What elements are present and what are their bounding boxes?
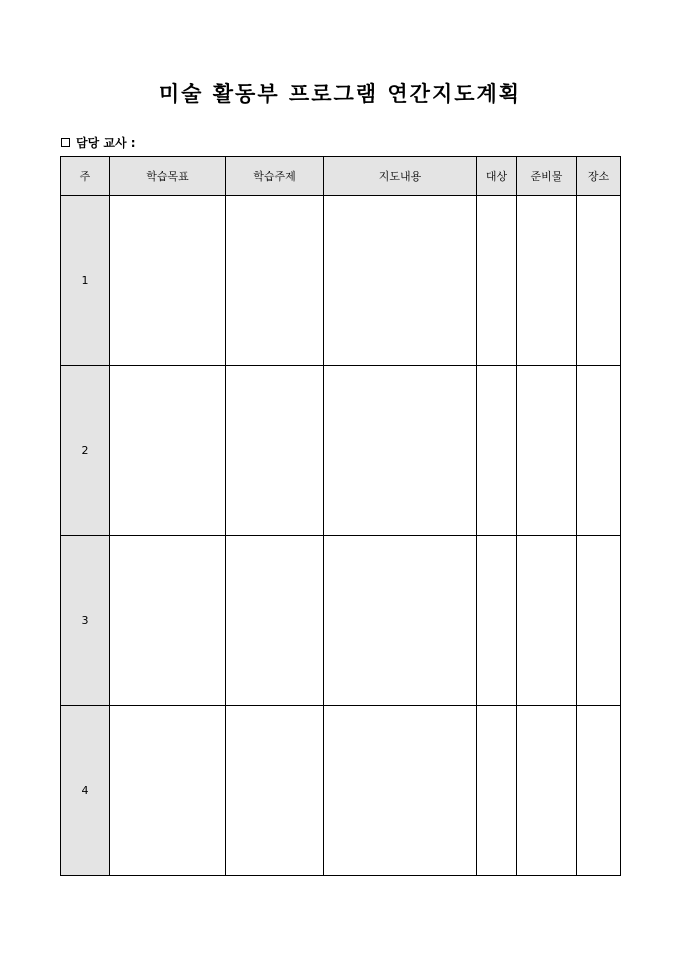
materials-cell[interactable] xyxy=(517,706,577,876)
week-number: 4 xyxy=(61,706,110,876)
teacher-label: 담당 교사 : xyxy=(76,136,136,150)
week-number: 1 xyxy=(61,196,110,366)
week-number: 2 xyxy=(61,366,110,536)
location-cell[interactable] xyxy=(577,706,621,876)
teaching-content-cell[interactable] xyxy=(324,706,477,876)
header-location: 장소 xyxy=(577,157,621,196)
materials-cell[interactable] xyxy=(517,366,577,536)
header-teaching-content: 지도내용 xyxy=(324,157,477,196)
header-target: 대상 xyxy=(477,157,517,196)
learning-goal-cell[interactable] xyxy=(110,536,226,706)
checkbox-square-icon xyxy=(61,138,70,147)
learning-topic-cell[interactable] xyxy=(226,196,324,366)
learning-topic-cell[interactable] xyxy=(226,536,324,706)
table-row xyxy=(61,706,621,876)
table-row xyxy=(61,536,621,706)
teaching-content-cell[interactable] xyxy=(324,366,477,536)
table-row xyxy=(61,196,621,366)
learning-topic-cell[interactable] xyxy=(226,706,324,876)
header-row xyxy=(61,157,621,196)
header-learning-goal: 학습목표 xyxy=(110,157,226,196)
teaching-content-cell[interactable] xyxy=(324,536,477,706)
learning-topic-cell[interactable] xyxy=(226,366,324,536)
target-cell[interactable] xyxy=(477,366,517,536)
learning-goal-cell[interactable] xyxy=(110,196,226,366)
location-cell[interactable] xyxy=(577,366,621,536)
header-learning-topic: 학습주제 xyxy=(226,157,324,196)
learning-goal-cell[interactable] xyxy=(110,366,226,536)
header-materials: 준비물 xyxy=(517,157,577,196)
location-cell[interactable] xyxy=(577,536,621,706)
learning-goal-cell[interactable] xyxy=(110,706,226,876)
materials-cell[interactable] xyxy=(517,536,577,706)
table-row xyxy=(61,366,621,536)
location-cell[interactable] xyxy=(577,196,621,366)
header-week: 주 xyxy=(61,157,110,196)
plan-table xyxy=(60,156,621,876)
teaching-content-cell[interactable] xyxy=(324,196,477,366)
week-number: 3 xyxy=(61,536,110,706)
page-title: 미술 활동부 프로그램 연간지도계획 xyxy=(158,81,522,106)
target-cell[interactable] xyxy=(477,536,517,706)
materials-cell[interactable] xyxy=(517,196,577,366)
target-cell[interactable] xyxy=(477,706,517,876)
teacher-line xyxy=(61,134,136,151)
target-cell[interactable] xyxy=(477,196,517,366)
